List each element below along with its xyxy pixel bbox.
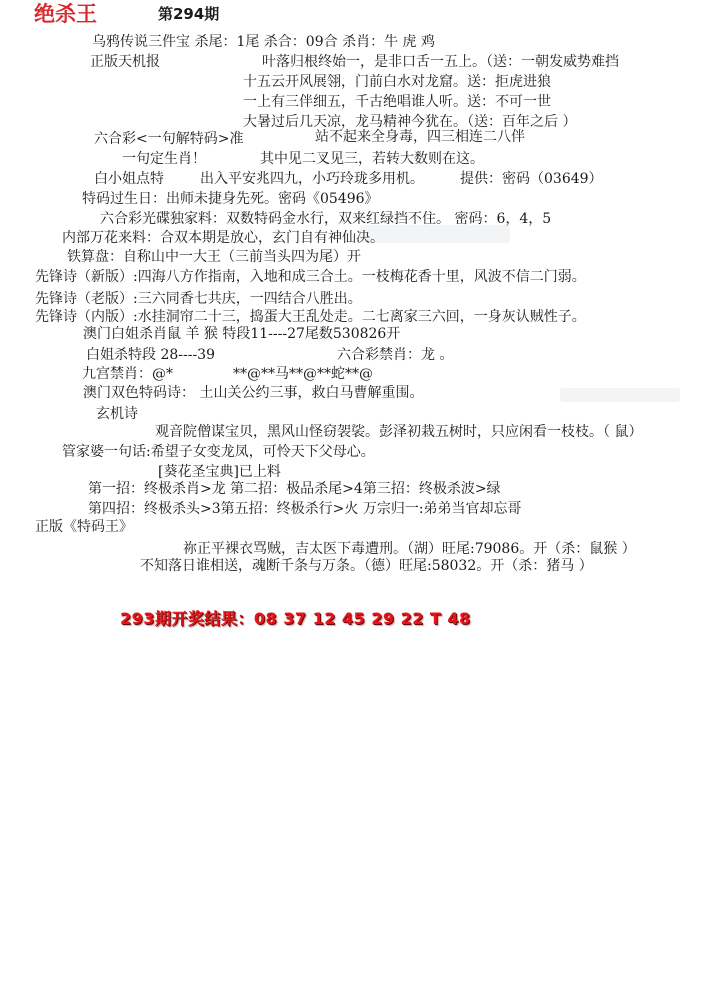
mystic-heading: 玄机诗	[96, 406, 138, 422]
scan-smudge	[560, 388, 680, 402]
special-king-verse-1: 祢正平裸衣骂贼，吉太医下毒遭刑。（湖）旺尾:79086。开（杀：鼠猴 ）	[183, 541, 636, 557]
tianji-heading: 正版天机报	[90, 54, 160, 70]
white-segment: 白姐杀特段 28----39	[86, 347, 216, 363]
special-king-heading: 正版《特码王》	[35, 519, 133, 535]
abacus-line: 铁算盘：自称山中一大王（三前当头四为尾）开	[67, 249, 361, 265]
white-miss-verse: 出入平安兆四九，小巧玲珑多用机。	[200, 171, 424, 187]
moves-line-2: 第四招：终极杀头>3第五招：终极杀行>火 万宗归一:弟弟当官却忘哥	[88, 501, 522, 517]
housekeeper-line: 管家婆一句话:希望子女变龙凤，可怜天下父母心。	[62, 444, 375, 460]
tianji-verse-3: 一上有三伴细五，千古绝唱谁人听。送：不可一世	[243, 94, 551, 110]
provider-code: 提供：密码（03649）	[460, 171, 603, 187]
special-king-verse-2: 不知落日谁相送，魂断千条与万条。（德）旺尾:58032。开（杀：猪马 ）	[140, 558, 593, 574]
banned-zodiac: 六合彩禁肖：龙 。	[337, 347, 454, 363]
tianji-verse-1: 叶落归根终始一，是非口舌一五上。（送：一朝发威势难挡	[262, 54, 619, 70]
vanguard-old: 先锋诗（老版）:三六同香七共庆，一四结合八胜出。	[35, 291, 362, 307]
mystic-verse: 观音院僧谋宝贝，黑风山怪窃袈裟。彭泽初栽五树时，只应闲看一枝枝。（ 鼠）	[155, 424, 643, 440]
nine-palace-heading: 九宫禁肖：@*	[82, 366, 173, 382]
birthday-line: 特码过生日：出师未捷身先死。密码《05496》	[82, 191, 379, 207]
vanguard-new: 先锋诗（新版）:四海八方作指南，入地和成三合土。一枝梅花香十里，风波不信二门弱。	[35, 269, 586, 285]
inner-line: 内部万花来料：合双本期是放心，玄门自有神仙决。	[62, 230, 384, 246]
nine-palace-values: **@**马**@**蛇**@	[233, 366, 373, 382]
white-miss-heading: 白小姐点特	[94, 171, 164, 187]
page-title: 绝杀王	[34, 1, 97, 26]
moves-line-1: 第一招：终极杀肖>龙 第二招：极品杀尾>4第三招：终极杀波>绿	[88, 481, 501, 497]
crow-legend-line: 乌鸦传说三件宝 杀尾：1尾 杀合：09合 杀肖：牛 虎 鸡	[92, 34, 435, 50]
one-line-verse-2: 其中见二叉见三，若转大数则在这。	[260, 151, 484, 167]
disc-line: 六合彩光碟独家料：双数特码金水行，双来红绿挡不住。 密码：6，4，5	[100, 211, 552, 227]
tianji-verse-2: 十五云开风展翎，门前白水对龙窟。送：拒虎进狼	[243, 74, 551, 90]
draw-result: 293期开奖结果：08 37 12 45 29 22 T 48	[120, 609, 471, 628]
zodiac-heading: 一句定生肖！	[122, 151, 206, 167]
vanguard-inner: 先锋诗（内版）:水挂洞帘二十三，捣蛋大王乱处走。二七离家三六回，一身灰认贼性子。	[35, 309, 586, 325]
tianji-verse-4: 大暑过后几天凉，龙马精神今犹在。（送：百年之后 ）	[243, 114, 577, 130]
one-line-verse-1: 站不起来全身毒，四三相连二八伴	[315, 129, 525, 145]
one-line-heading: 六合彩<一句解特码>准	[94, 131, 244, 147]
macau-white-line: 澳门白姐杀肖鼠 羊 猴 特段11----27尾数530826开	[83, 326, 401, 342]
issue-number: 第294期	[158, 5, 220, 23]
sunflower-heading: [葵花圣宝典]已上料	[158, 464, 281, 480]
macau-color-line: 澳门双色特码诗： 土山关公约三事，救白马曹解重围。	[83, 385, 424, 401]
